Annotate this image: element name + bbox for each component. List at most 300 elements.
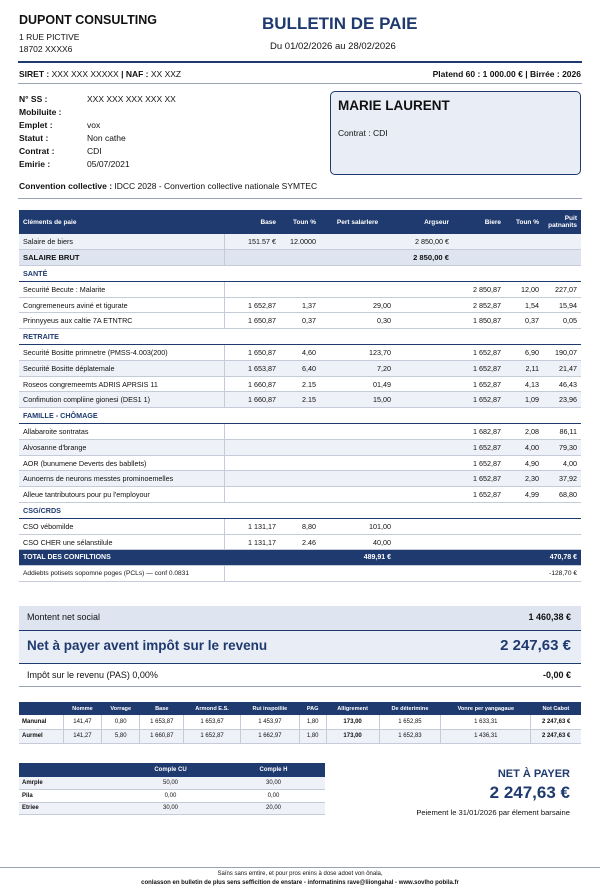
cumuls-row-label: Aurmel (19, 729, 63, 743)
table-row (19, 345, 581, 361)
cell-value (320, 424, 395, 440)
cell-value (395, 408, 453, 424)
cell-value (395, 503, 453, 519)
cell-value: 2,30 (505, 471, 543, 487)
col-header-taux-sal: Toun % (280, 210, 320, 234)
table-row (19, 566, 581, 582)
cell-value (395, 281, 453, 297)
table-row (19, 234, 581, 250)
conges-cell: 50,00 (119, 777, 222, 790)
conges-row-label: Etriee (19, 802, 119, 815)
cumuls-cell: 1 653,87 (140, 715, 184, 729)
cell-value (453, 518, 505, 534)
cell-label: CSO vébomilde (19, 518, 224, 534)
cumuls-cell: 1 652,87 (184, 729, 241, 743)
cumuls-cell: 1,80 (299, 715, 326, 729)
cell-value: 6,90 (505, 345, 543, 361)
cell-value (395, 266, 453, 282)
cell-value: 1 652,87 (453, 376, 505, 392)
cumuls-cell: 1 436,31 (441, 729, 531, 743)
net-social-label: Montent net social (27, 612, 101, 622)
naf-value: XX XXZ (150, 69, 182, 79)
siret-label: SIRET : (19, 69, 50, 79)
cumuls-cell: 173,00 (326, 729, 379, 743)
cell-value: 40,00 (320, 534, 395, 550)
info-value-emploi: vox (87, 120, 101, 130)
cell-value: 2.15 (280, 376, 320, 392)
cell-value (543, 503, 581, 519)
info-label-ss: N° SS : (19, 94, 48, 104)
cell-label: Prinnyyeus aux caltie 7A ETNTRC (19, 313, 224, 329)
cell-value: 2 850,00 € (395, 250, 453, 266)
payslip-lines-table (19, 210, 581, 582)
conges-row-label: Amrple (19, 777, 119, 790)
cell-value: 8,80 (280, 518, 320, 534)
cell-value (543, 234, 581, 250)
col-header-part-salariale: Pert salarlere (320, 210, 395, 234)
conges-cell: 20,00 (222, 802, 325, 815)
section-header-row (19, 329, 581, 345)
cell-value (453, 250, 505, 266)
cell-value: 1 650,87 (224, 345, 280, 361)
cell-label: Securité Bositte déplatemale (19, 360, 224, 376)
cell-value (395, 566, 453, 582)
cell-value: 0,37 (505, 313, 543, 329)
cell-value (395, 345, 453, 361)
cell-label: Congremeneurs aviné et tigurate (19, 297, 224, 313)
cell-value: 79,30 (543, 439, 581, 455)
cell-label: Alvosanne d'brange (19, 439, 224, 455)
col-header-taux-pat: Toun % (505, 210, 543, 234)
cell-value: 1 652,87 (453, 392, 505, 408)
net-a-payer-value: 2 247,63 € (489, 783, 570, 802)
info-label-emploi: Emplet : (19, 120, 53, 130)
cumuls-cell: 1 662,97 (241, 729, 300, 743)
col-header-base-pat: Biere (453, 210, 505, 234)
info-value-contrat: CDI (87, 146, 102, 156)
cumuls-col-7: Alligrement (326, 702, 379, 715)
conges-col-1: Comple CU (119, 763, 222, 777)
cell-value (224, 455, 280, 471)
info-label-mobilite: Mobiluite : (19, 107, 62, 117)
cell-value (505, 550, 543, 566)
cell-value: 1 653,87 (224, 360, 280, 376)
cell-value: 489,91 € (320, 550, 395, 566)
cell-value (395, 534, 453, 550)
cell-value: 1 660,87 (224, 376, 280, 392)
siret-value: XXX XXX XXXXX (51, 69, 119, 79)
table-row (19, 250, 581, 266)
cell-value (280, 408, 320, 424)
conges-header-row (19, 763, 325, 777)
cell-label: SANTÉ (19, 266, 224, 282)
naf-label: NAF : (125, 69, 149, 79)
cell-value: 1 652,87 (453, 345, 505, 361)
table-row (19, 471, 581, 487)
cumuls-cell: 1,80 (299, 729, 326, 743)
cell-value (505, 329, 543, 345)
table-row (19, 534, 581, 550)
table-row (19, 313, 581, 329)
cumuls-cell: 1 653,67 (184, 715, 241, 729)
company-address-line1: 1 RUE PICTIVE (19, 32, 80, 42)
cumuls-col-9: Vonre per yangagaue (441, 702, 531, 715)
cell-value: 37,92 (543, 471, 581, 487)
cell-value: 2 850,87 (453, 281, 505, 297)
cell-value: 29,00 (320, 297, 395, 313)
section-header-row (19, 408, 581, 424)
cumuls-table (19, 702, 581, 744)
cell-value (505, 250, 543, 266)
conges-row-label: Pila (19, 790, 119, 803)
cell-value: 21,47 (543, 360, 581, 376)
employee-contract: Contrat : CDI (338, 128, 388, 138)
conges-row (19, 802, 325, 815)
cell-value (453, 408, 505, 424)
cell-value (543, 518, 581, 534)
cell-value: 1 652,87 (453, 487, 505, 503)
table-row (19, 487, 581, 503)
cell-value (395, 487, 453, 503)
cell-label: TOTAL DES CONFILTIONS (19, 550, 224, 566)
pas-label: Impôt sur le revenu (PAS) 0,00% (27, 670, 158, 680)
cell-label: AOR (bunumene Deverts des babllets) (19, 455, 224, 471)
cell-value (224, 550, 280, 566)
cell-value (224, 281, 280, 297)
cell-value: 1,37 (280, 297, 320, 313)
cell-value (395, 376, 453, 392)
cell-value (395, 329, 453, 345)
convention-label: Convention collective : (19, 181, 113, 191)
cell-value (543, 266, 581, 282)
cell-label: Salaire de biers (19, 234, 224, 250)
cell-value (505, 518, 543, 534)
cell-value (224, 424, 280, 440)
cell-value: 0,05 (543, 313, 581, 329)
cell-value (280, 250, 320, 266)
cell-value (320, 455, 395, 471)
cell-value: 1 650,87 (224, 313, 280, 329)
cell-value: 4,00 (543, 455, 581, 471)
cell-label: Alleue tantributours pour pu l'employour (19, 487, 224, 503)
cumuls-col-8: De déterimine (379, 702, 441, 715)
col-header-element: Cléments de paie (19, 210, 224, 234)
cell-value (453, 550, 505, 566)
cumuls-cell: 173,00 (326, 715, 379, 729)
cumuls-row (19, 729, 581, 743)
cell-value (543, 250, 581, 266)
cell-value (280, 471, 320, 487)
cell-value: 2.46 (280, 534, 320, 550)
table-row (19, 281, 581, 297)
net-a-payer-label: NET À PAYER (497, 768, 570, 780)
cumuls-cell: 1 652,83 (379, 729, 441, 743)
cell-value (543, 329, 581, 345)
cell-value (505, 408, 543, 424)
cell-value: 68,80 (543, 487, 581, 503)
cell-value: 470,78 € (543, 550, 581, 566)
cell-value: 151.57 € (224, 234, 280, 250)
cell-value: 2.15 (280, 392, 320, 408)
cell-value: 2 850,00 € (395, 234, 453, 250)
cell-value: 2 852,87 (453, 297, 505, 313)
conges-cell: 30,00 (222, 777, 325, 790)
cumuls-col-0 (19, 702, 63, 715)
footer-line2: conlasson en bulletin de plus sens sefficition de enstare - informatinins rave@liiongahal - www.sovlho pobila.fr (141, 880, 459, 886)
cumuls-col-6: PAG (299, 702, 326, 715)
col-header-base: Base (224, 210, 280, 234)
cell-value: 1 850,87 (453, 313, 505, 329)
cumuls-row-label: Manunal (19, 715, 63, 729)
table-row (19, 392, 581, 408)
conges-row (19, 777, 325, 790)
cell-value: 1,09 (505, 392, 543, 408)
cell-value (280, 281, 320, 297)
pas-value: -0,00 € (542, 670, 571, 680)
cell-value (505, 266, 543, 282)
cell-value (320, 471, 395, 487)
cell-label: Securité Becute : Malarite (19, 281, 224, 297)
cell-value: 7,20 (320, 360, 395, 376)
cell-value (395, 360, 453, 376)
cell-label: SALAIRE BRUT (19, 250, 224, 266)
info-label-statut: Statut : (19, 133, 49, 143)
net-avant-impot-label: Net à payer avent impôt sur le revenu (27, 638, 268, 653)
section-header-row (19, 266, 581, 282)
cell-label: RETRAITE (19, 329, 224, 345)
cell-value (320, 266, 395, 282)
cell-label: Securité Bositte primnetre (PMSS-4.003(200) (19, 345, 224, 361)
cell-value: 01,49 (320, 376, 395, 392)
cell-value (453, 534, 505, 550)
cell-label: Allabaroite sontratas (19, 424, 224, 440)
cell-value (320, 250, 395, 266)
plafond-info: Platend 60 : 1 000.00 € | Birrée : 2026 (432, 69, 581, 79)
cumuls-col-10: Not Cabot (531, 702, 581, 715)
table-header-row (19, 210, 581, 234)
cell-value (505, 234, 543, 250)
cumuls-cell: 1 453,97 (241, 715, 300, 729)
cell-label: CSG/CRDS (19, 503, 224, 519)
cell-value (224, 250, 280, 266)
cell-value (320, 281, 395, 297)
cell-value: 4,60 (280, 345, 320, 361)
payment-note: Peiement le 31/01/2026 par élement barsaine (416, 808, 570, 817)
cell-value (280, 329, 320, 345)
cell-value (320, 439, 395, 455)
table-row (19, 297, 581, 313)
cell-value (280, 266, 320, 282)
siret-line: SIRET : XXX XXX XXXXX | NAF : XX XXZ (19, 69, 182, 79)
cell-value: 86,11 (543, 424, 581, 440)
cell-value (453, 329, 505, 345)
cell-value (395, 455, 453, 471)
cell-value: 15,00 (320, 392, 395, 408)
cell-value (505, 566, 543, 582)
info-label-contrat: Contrat : (19, 146, 55, 156)
cell-value (224, 439, 280, 455)
pas-row (19, 665, 581, 687)
info-label-entree: Emirie : (19, 159, 51, 169)
table-row (19, 376, 581, 392)
cell-value (395, 424, 453, 440)
cell-value (395, 313, 453, 329)
cell-value: 1 652,87 (453, 455, 505, 471)
cell-value: 12.0000 (280, 234, 320, 250)
cumuls-cell: 5,80 (102, 729, 140, 743)
cell-value: 227,07 (543, 281, 581, 297)
cumuls-col-1: Nomme (63, 702, 101, 715)
cell-value: 46,43 (543, 376, 581, 392)
table-row (19, 424, 581, 440)
col-header-a-payer: Argseur (395, 210, 453, 234)
cell-value (320, 566, 395, 582)
convention-collective (19, 181, 317, 191)
cell-value (280, 487, 320, 503)
cell-value (543, 534, 581, 550)
cell-value: 2,11 (505, 360, 543, 376)
cell-value (224, 266, 280, 282)
cell-value (224, 408, 280, 424)
cell-value (280, 439, 320, 455)
table-row (19, 439, 581, 455)
cell-value (395, 392, 453, 408)
cell-value: 101,00 (320, 518, 395, 534)
cell-value (543, 408, 581, 424)
net-avant-impot-value: 2 247,63 € (500, 637, 571, 654)
company-name: DUPONT CONSULTING (19, 13, 157, 27)
cell-value (280, 550, 320, 566)
cell-value: 12,00 (505, 281, 543, 297)
cell-value (320, 487, 395, 503)
cell-value: 1 682,87 (453, 424, 505, 440)
table-divider (18, 198, 582, 199)
employee-name: MARIE LAURENT (338, 98, 450, 113)
header-divider (18, 61, 582, 63)
cell-value: 1 660,87 (224, 392, 280, 408)
cumuls-cell: 2 247,63 € (531, 729, 581, 743)
cell-label: CSO CHER une sélanstilule (19, 534, 224, 550)
cumuls-cell: 0,80 (102, 715, 140, 729)
cell-value (320, 503, 395, 519)
cell-value (395, 471, 453, 487)
document-title: BULLETIN DE PAIE (262, 14, 418, 33)
cell-label: Addiebts potisets sopomne poges (PCLs) — conf 0.0831 (19, 566, 224, 582)
cumuls-header-row (19, 702, 581, 715)
cumuls-col-4: Armond E.S. (184, 702, 241, 715)
convention-value: IDCC 2028 - Convertion collective nationale SYMTEC (114, 181, 318, 191)
cumuls-cell: 1 633,31 (441, 715, 531, 729)
cell-value: 2,08 (505, 424, 543, 440)
company-address-line2: 18702 XXXX6 (19, 44, 73, 54)
cumuls-cell: 141,47 (63, 715, 101, 729)
cell-value (395, 518, 453, 534)
cell-value (280, 455, 320, 471)
cell-value: 1 652,87 (453, 360, 505, 376)
footer-divider (0, 867, 600, 868)
cell-value: -128,70 € (543, 566, 581, 582)
section-header-row (19, 503, 581, 519)
cell-value (280, 503, 320, 519)
cell-value (224, 471, 280, 487)
cell-value: 1 652,87 (453, 439, 505, 455)
cell-value (505, 534, 543, 550)
cell-value: 1 652,87 (224, 297, 280, 313)
conges-row (19, 790, 325, 803)
info-value-statut: Non cathe (87, 133, 126, 143)
cell-value: 190,07 (543, 345, 581, 361)
net-avant-impot-row (19, 630, 581, 664)
cell-value: 4,13 (505, 376, 543, 392)
cumuls-col-2: Vorrage (102, 702, 140, 715)
cell-value: 15,94 (543, 297, 581, 313)
cell-value: 4,90 (505, 455, 543, 471)
info-value-ss: XXX XXX XXX XXX XX (87, 94, 176, 104)
cell-value: 1 131,17 (224, 518, 280, 534)
cumuls-col-3: Base (140, 702, 184, 715)
table-row (19, 455, 581, 471)
cell-value (224, 503, 280, 519)
cell-label: FAMILLE - CHÔMAGE (19, 408, 224, 424)
cumuls-col-5: Rui inspoiliie (241, 702, 300, 715)
cell-label: Roseos congremeemts ADRIS APRSIS 11 (19, 376, 224, 392)
cell-value: 4,99 (505, 487, 543, 503)
col-header-part-patronale: Puit patnanits (543, 210, 581, 234)
cell-value (453, 566, 505, 582)
cell-value: 0,30 (320, 313, 395, 329)
cell-value (320, 329, 395, 345)
cell-value (280, 424, 320, 440)
cell-value (453, 266, 505, 282)
conges-cell: 0,00 (222, 790, 325, 803)
cell-value (453, 503, 505, 519)
cell-label: Confimution compliine gionesi (DES1 1) (19, 392, 224, 408)
conges-cell: 0,00 (119, 790, 222, 803)
cell-value: 23,96 (543, 392, 581, 408)
cell-value (224, 487, 280, 503)
cell-value (395, 297, 453, 313)
table-row (19, 518, 581, 534)
cell-value: 123,70 (320, 345, 395, 361)
cell-value: 0,37 (280, 313, 320, 329)
cell-value (224, 566, 280, 582)
cell-value (320, 234, 395, 250)
cumuls-row (19, 715, 581, 729)
info-value-entree: 05/07/2021 (87, 159, 130, 169)
net-social-row (19, 606, 581, 630)
footer-line1: Saïns sans emtire, et pour pros enins à dose adoet von ônala, (217, 871, 383, 877)
info-divider (18, 83, 582, 84)
conges-cell: 30,00 (119, 802, 222, 815)
conges-col-2: Comple H (222, 763, 325, 777)
cell-value (320, 408, 395, 424)
cell-label: Aunoerns de neurons messtes prominoemelles (19, 471, 224, 487)
net-social-value: 1 460,38 € (528, 612, 571, 622)
cell-value: 6,40 (280, 360, 320, 376)
cumuls-cell: 1 660,87 (140, 729, 184, 743)
cell-value (505, 503, 543, 519)
total-row (19, 550, 581, 566)
cell-value: 1,54 (505, 297, 543, 313)
cell-value: 4,00 (505, 439, 543, 455)
cell-value (224, 329, 280, 345)
cell-value: 1 131,17 (224, 534, 280, 550)
cumuls-cell: 141,27 (63, 729, 101, 743)
cumuls-cell: 1 652,85 (379, 715, 441, 729)
document-period: Du 01/02/2026 au 28/02/2026 (270, 41, 396, 52)
table-row (19, 360, 581, 376)
conges-col-0 (19, 763, 119, 777)
